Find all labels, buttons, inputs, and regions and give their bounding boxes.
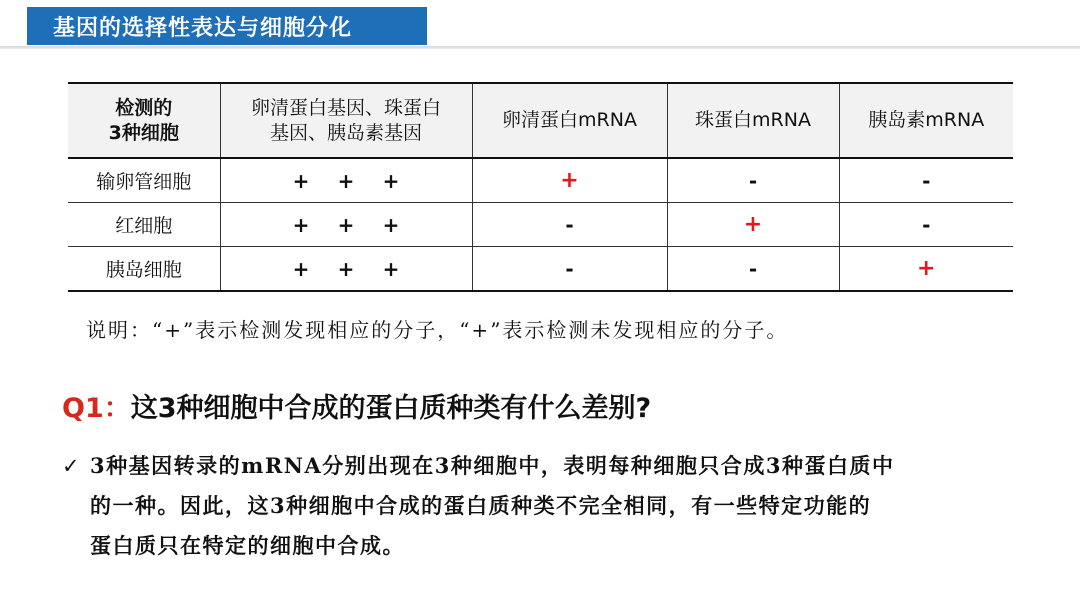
gene-mark: + <box>337 256 355 281</box>
header-ovalbumin-label: 卵清蛋白mRNA <box>502 109 637 131</box>
ovalbumin-mark: - <box>472 203 667 247</box>
cell-name: 胰岛细胞 <box>68 247 220 292</box>
gene-mark: + <box>292 256 310 281</box>
answer-line-text: 3种基因转录的mRNA分别出现在3种细胞中，表明每种细胞只合成3种蛋白质中 <box>90 453 895 478</box>
globin-mark: - <box>667 158 839 203</box>
insulin-mark: - <box>839 158 1013 203</box>
header-insulin-mrna <box>839 83 1013 158</box>
question-text: 这3种细胞中合成的蛋白质种类有什么差别? <box>130 393 652 424</box>
page-title: 基因的选择性表达与细胞分化 <box>53 15 353 41</box>
header-cells <box>68 83 220 158</box>
header-cells-label: 检测的 3种细胞 <box>108 96 179 144</box>
header-globin-label: 珠蛋白mRNA <box>695 109 811 131</box>
table-row <box>68 247 1013 292</box>
ovalbumin-mark: - <box>472 247 667 292</box>
table-row <box>68 158 1013 203</box>
answer-line: 的一种。因此，这3种细胞中合成的蛋白质种类不完全相同，有一些特定功能的 <box>90 493 872 518</box>
header-genes-label: 卵清蛋白基因、珠蛋白 基因、胰岛素基因 <box>250 96 441 144</box>
header-globin-mrna <box>667 83 839 158</box>
insulin-mark: - <box>839 203 1013 247</box>
globin-mark: - <box>667 247 839 292</box>
gene-mark: + <box>382 212 400 237</box>
header-insulin-label: 胰岛素mRNA <box>868 109 985 131</box>
question-heading <box>62 386 651 425</box>
table-note: 说明：“+”表示检测发现相应的分子，“+”表示检测未发现相应的分子。 <box>86 318 789 342</box>
gene-marks <box>220 203 472 247</box>
gene-mark: + <box>337 168 355 193</box>
answer-line <box>62 446 1042 486</box>
cell-name: 红细胞 <box>68 203 220 247</box>
header-genes <box>220 83 472 158</box>
insulin-mark: + <box>839 247 1013 292</box>
gene-marks <box>220 247 472 292</box>
globin-mark: + <box>667 203 839 247</box>
cell-name: 输卵管细胞 <box>68 158 220 203</box>
checkmark-icon: ✓ <box>62 454 82 478</box>
answer-line: 蛋白质只在特定的细胞中合成。 <box>90 533 405 558</box>
answer-block <box>62 446 1042 566</box>
gene-mark: + <box>382 256 400 281</box>
ovalbumin-mark: + <box>472 158 667 203</box>
title-banner <box>27 7 427 45</box>
table-row <box>68 203 1013 247</box>
gene-mark: + <box>337 212 355 237</box>
question-label: Q1： <box>62 393 131 424</box>
table-header-row <box>68 83 1013 158</box>
header-ovalbumin-mrna <box>472 83 667 158</box>
gene-mark: + <box>292 212 310 237</box>
gene-mark: + <box>292 168 310 193</box>
gene-expression-table <box>68 82 1013 292</box>
gene-marks <box>220 158 472 203</box>
title-divider <box>0 46 1080 49</box>
gene-mark: + <box>382 168 400 193</box>
